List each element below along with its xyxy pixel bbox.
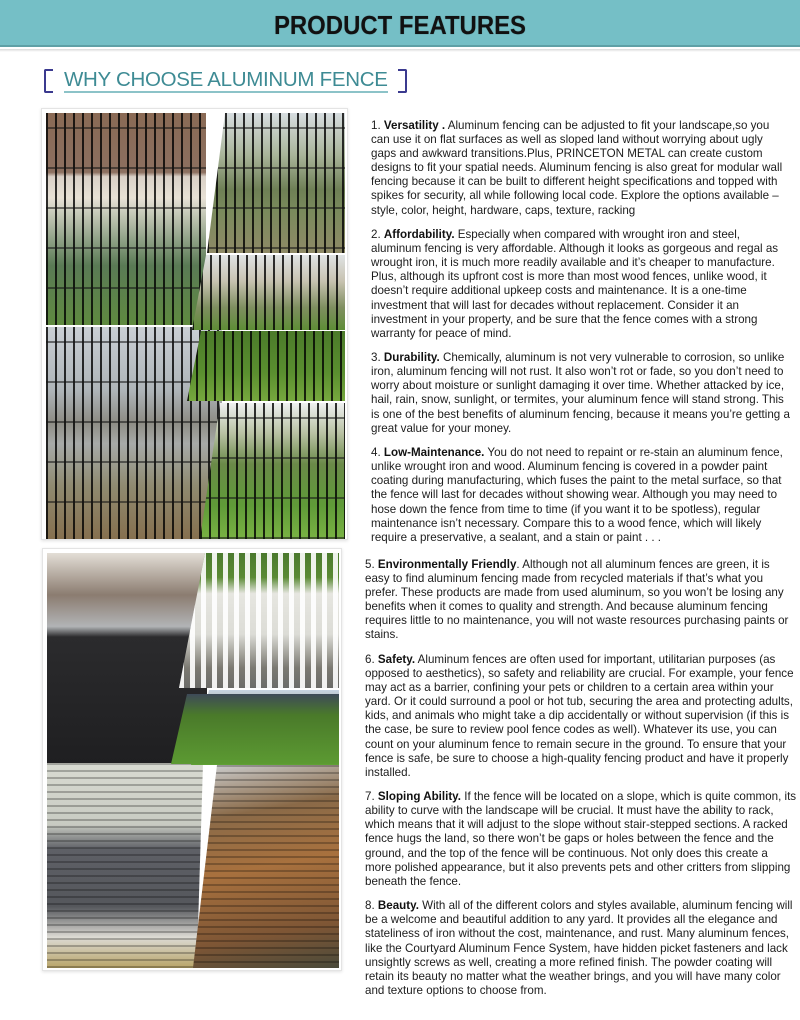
feature-heading: Versatility . (383, 119, 446, 132)
feature-sloping-ability (365, 790, 797, 889)
feature-text: You do not need to repaint or re-stain an aluminum fence, unlike wrought iron and wood. Aluminum fencing is covered in a powder paint coating during manufacturing, which fuses the paint to the metal surface, so that the fence will last for decades without showing wear. Although you may need to hose down the fence from time to time (if you want it to be spotless), regular maintenance isn’t necessary. Compare this to a wood fence, which will likely require a preservative, a sealant, and a stain or paint . . . (371, 446, 783, 544)
feature-number: 4. (371, 446, 381, 460)
photo-white-picket-fence (179, 553, 339, 688)
photo-sloped-lawn-fence (187, 331, 345, 401)
right-bracket-icon (398, 69, 407, 93)
photo-collage-black-fences (41, 108, 348, 540)
feature-heading: Sloping Ability. (377, 790, 461, 804)
section-heading (44, 68, 407, 94)
feature-versatility (371, 119, 791, 218)
feature-number: 8. (365, 899, 375, 913)
photo-pool-gate-fence (46, 113, 206, 325)
feature-environmentally-friendly (365, 558, 797, 643)
feature-number: 1. (371, 119, 381, 132)
feature-text: With all of the different colors and styles available, aluminum fencing will be a welcome and beautiful addition to any yard. It provides all the elegance and stateliness of iron without the cost, maintenance, and rust. Many aluminum fences, like the Courtyard Aluminum Fence System, have hidden picket fasteners and lack unsightly screws as well, creating a more refined finish. The powder coating will retain its beauty no matter what the weather brings, and you will have many color and texture options to choose from. (365, 899, 793, 997)
feature-heading: Environmentally Friendly (377, 558, 517, 571)
header-banner (0, 0, 800, 47)
photo-collage-panel-fences (42, 548, 342, 971)
feature-durability (371, 351, 791, 436)
photo-x-pattern-fence (192, 255, 345, 330)
feature-text: . Although not all aluminum fences are green, it is easy to find aluminum fencing made from recycled materials if that’s what you prefer. These products are made from used aluminum, so you won’t be losing any benefits when it comes to quality and strength. And because aluminum fencing requires little to no maintenance, you will not waste resources purchasing paints or stains. (365, 558, 789, 642)
feature-low-maintenance (371, 446, 791, 545)
banner-shadow (0, 49, 800, 52)
page-title: PRODUCT FEATURES (273, 10, 527, 40)
feature-number: 2. (371, 228, 381, 242)
feature-text: Chemically, aluminum is not very vulnerable to corrosion, so unlike iron, aluminum fencing will not rust. It also won’t rot or fade, so you don’t need to worry about moisture or sunlight damaging it over time. Whether attacked by ice, hail, rain, snow, sunlight, or termites, your aluminum fence will stand strong. This is one of the best benefits of aluminum fencing, because it means you’re getting a great value for your money. (371, 351, 790, 435)
photo-grey-slat-slope (171, 694, 339, 764)
feature-text: Especially when compared with wrought iron and steel, aluminum fencing is very affordable. Although it looks as gorgeous and regal as wrought iron, it is much more readily available and it’s cheaper to manufacture. Plus, although its upfront cost is more than most wood fences, unlike wood, it doesn’t require additional upkeep costs and maintenance. It is a one-time investment that will last for decades without replacement. Consider it an investment in your property, and be sure that the fence comes with a strong warranty for peace of mind. (371, 228, 779, 340)
left-bracket-icon (44, 69, 53, 93)
feature-number: 7. (365, 790, 375, 804)
feature-heading: Durability. (383, 351, 440, 365)
photo-yard-fence (200, 403, 345, 539)
feature-number: 3. (371, 351, 381, 365)
features-list-2 (365, 558, 797, 1008)
feature-text: Aluminum fences are often used for important, utilitarian purposes (as opposed to aesthetics), so safety and reliability are crucial. For example, your fence may act as a barrier, confining your pets or children to a certain area within your yard. Or it could surround a pool or hot tub, securing the area and protecting adults, kids, and animals who might take a dip accidentally or without supervision (if this is the case, be sure to review pool fence codes as well). Whatever its use, you can count on your aluminum fence to remain secure in the ground. To ensure that your fence is safe, be sure to choose a high-quality fencing product and have it properly installed. (365, 652, 794, 779)
feature-number: 6. (365, 652, 375, 666)
feature-heading: Affordability. (383, 228, 455, 242)
feature-number: 5. (365, 558, 375, 571)
photo-grey-slat-wall-fence (47, 763, 203, 968)
feature-affordability (371, 228, 791, 341)
photo-arched-backyard-fence (207, 113, 345, 253)
feature-heading: Beauty. (377, 899, 419, 913)
feature-beauty (365, 899, 797, 998)
feature-safety (365, 653, 797, 780)
feature-heading: Low-Maintenance. (383, 446, 485, 460)
feature-heading: Safety. (377, 652, 416, 666)
photo-woodgrain-slat-fence (193, 765, 339, 968)
feature-text: Aluminum fencing can be adjusted to fit your landscape,so you can use it on flat surfaces as well as sloped land without worrying about ugly gaps and awkward transitions.Plus, PRINCETON METAL can create custom designs to fit your spatial needs. Aluminum fencing is also great for modular wall fencing because it can be built to different height specifications and topped with spikes for security, all while following local code. Explore the options available – style, color, height, hardware, caps, texture, racking (371, 119, 783, 217)
features-list-1 (371, 119, 791, 555)
section-title: WHY CHOOSE ALUMINUM FENCE (64, 68, 388, 91)
feature-text: If the fence will be located on a slope, which is quite common, its ability to curve with the landscape will be crucial. It must have the ability to rack, which means that it will adjust to the slope without stair-stepped sections. A racked fence hugs the land, so there won’t be gaps or holes between the fence and the ground, and the top of the fence will be continuous. Not only does this create a more polished appearance, but it also prevents pets and other critters from slipping beneath the fence. (365, 790, 797, 888)
